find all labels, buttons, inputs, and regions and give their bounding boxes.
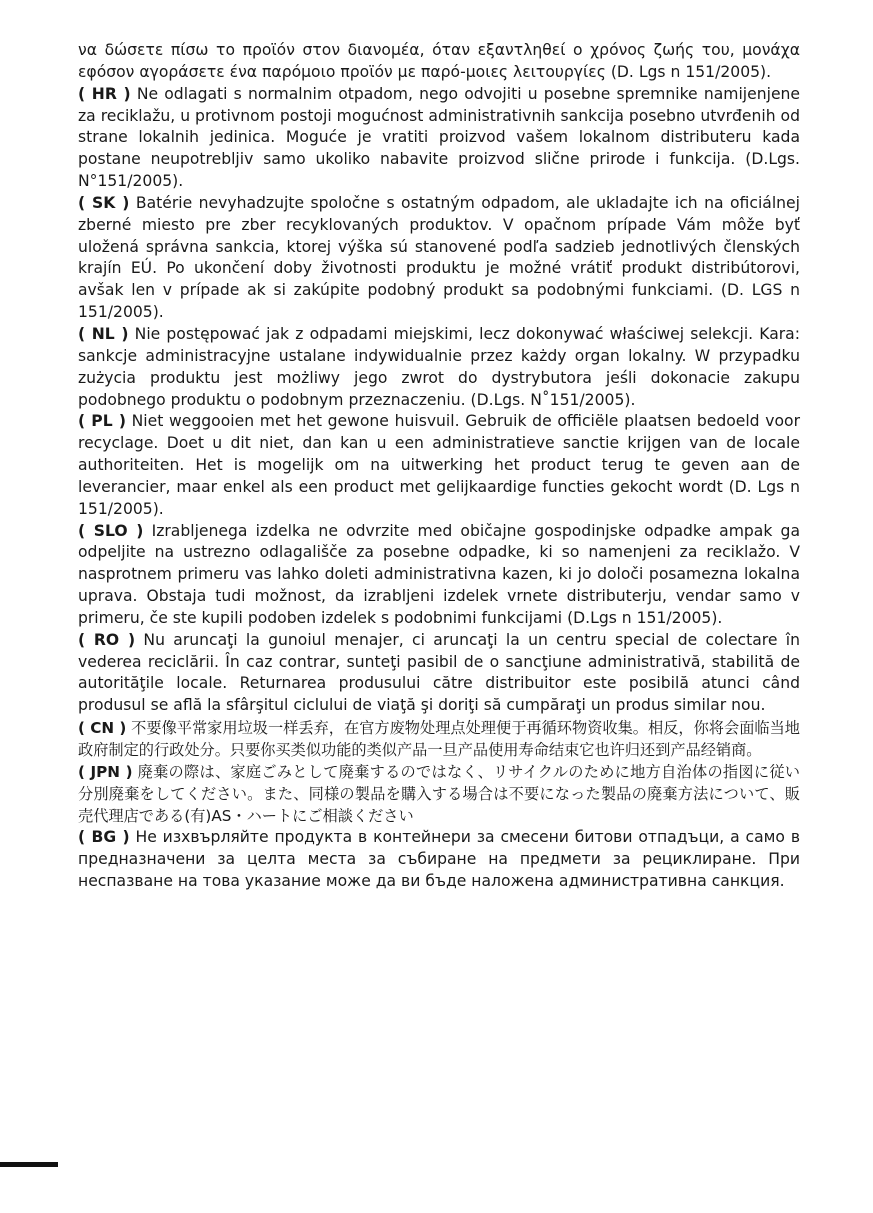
paragraph-nl [78, 324, 800, 411]
document-body [78, 40, 800, 893]
paragraph-text: Ne odlagati s normalnim otpadom, nego odvojiti u posebne spremnike namijenjene za reciklažu, u protivnom postoji mogućnost administrativnih sankcija posebno utvrđenih od strane lokalnih jedinica. Moguće je vratiti proizvod vašem lokalnom distributeru kada postane neupotrebljiv samo ukoliko nabavite proizvod slične prirode i funkcija. (D.Lgs. N°151/2005). [78, 84, 801, 191]
paragraph-ro [78, 630, 800, 717]
language-code: ( PL ) [78, 412, 126, 431]
paragraph-el-continued [78, 40, 800, 84]
paragraph-text: να δώσετε πίσω το προϊόν στον διανομέα, όταν εξαντληθεί ο χρόνος ζωής του, μονάχα εφόσον αγοράσετε ένα παρόμοιο προϊόν με παρό-μοιες λειτουργίες (D. Lgs n 151/2005). [78, 41, 800, 81]
paragraph-text: 不要像平常家用垃圾一样丢弃，在官方废物处理点处理便于再循环物资收集。相反，你将会面临当地政府制定的行政处分。只要你买类似功能的类似产品一旦产品使用寿命结束它也许归还到产品经销商。 [78, 719, 800, 760]
paragraph-text: 廃棄の際は、家庭ごみとして廃棄するのではなく、リサイクルのために地方自治体の指図に従い分別廃棄をしてください。また、同様の製品を購入する場合は不要になった製品の廃棄方法について、販売代理店である(有)AS・ハートにご相談ください [78, 763, 800, 826]
paragraph-text: Не изхвърляйте продукта в контейнери за смесени битови отпадъци, а само в предназначени за целта места за събиране на предмети за рециклиране. При неспазване на това указание може да ви бъде наложена административна санкция. [78, 828, 801, 890]
paragraph-pl [78, 411, 800, 520]
page-footer-rule [0, 1162, 58, 1167]
paragraph-sk [78, 193, 800, 324]
language-code: ( RO ) [78, 630, 136, 649]
language-code: ( SLO ) [78, 521, 144, 540]
language-code: ( JPN ) [78, 763, 133, 782]
paragraph-text: Izrabljenega izdelka ne odvrzite med običajne gospodinjske odpadke ampak ga odpeljite na ustrezno odlagališče za posebne odpadke, ki so namenjeni za reciklažo. V nasprotnem primeru vas lahko doleti administrativna kazen, ki jo določi posamezna lokalna uprava. Obstaja tudi možnost, da izrabljeni izdelek vrnete distributerju, vendar samo v primeru, če ste kupili podoben izdelek s podobnimi funkcijami (D.Lgs n 151/2005). [78, 521, 801, 627]
paragraph-text: Nie postępować jak z odpadami miejskimi, lecz dokonywać właściwej selekcji. Kara: sankcje administracyjne ustalane indywidualnie przez każdy organ lokalny. W przypadku zużycia produktu jest możliwy jego zwrot do dystrybutora jeśli dokonacie zakupu podobnego produktu o podobnym przeznaczeniu. (D.Lgs. N˚151/2005). [78, 324, 800, 409]
paragraph-cn [78, 717, 800, 761]
paragraph-jpn [78, 761, 800, 827]
paragraph-text: Niet weggooien met het gewone huisvuil. Gebruik de officiële plaatsen bedoeld voor recyclage. Doet u dit niet, dan kan u een administratieve sanctie krijgen van de locale authoriteiten. Het is mogelijk om na uitwerking het product terug te geven aan de leverancier, maar enkel als een product met gelijkaardige functies gekocht wordt (D. Lgs n 151/2005). [78, 412, 800, 518]
language-code: ( BG ) [78, 828, 130, 847]
language-code: ( SK ) [78, 193, 130, 212]
paragraph-text: Nu aruncaţi la gunoiul menajer, ci aruncaţi la un centru special de colectare în vederea reciclării. În caz contrar, sunteţi pasibil de o sancţiune administrativă, stabilită de autorităţile locale. Returnarea produsului către distribuitor este posibilă atunci când produsul se află la sfârşitul ciclului de viaţă şi doriţi să cumpăraţi un produs similar nou. [78, 630, 800, 715]
language-code: ( HR ) [78, 84, 131, 103]
paragraph-bg [78, 827, 800, 893]
paragraph-hr [78, 84, 800, 193]
paragraph-text: Batérie nevyhadzujte spoločne s ostatným odpadom, ale ukladajte ich na oficiálnej zberné miesto pre zber recyklovaných produktov. V opačnom prípade Vám môže byť uložená správna sankcia, ktorej výška sú stanovené podľa sadzieb jednotlivých členských krajín EÚ. Po ukončení doby životnosti produktu je možné vrátiť produkt distribútorovi, avšak len v prípade ak si zakúpite podobný produkt sa podobnými funkciami. (D. LGS n 151/2005). [78, 193, 800, 322]
language-code: ( CN ) [78, 719, 127, 738]
paragraph-slo [78, 521, 800, 630]
language-code: ( NL ) [78, 324, 129, 343]
